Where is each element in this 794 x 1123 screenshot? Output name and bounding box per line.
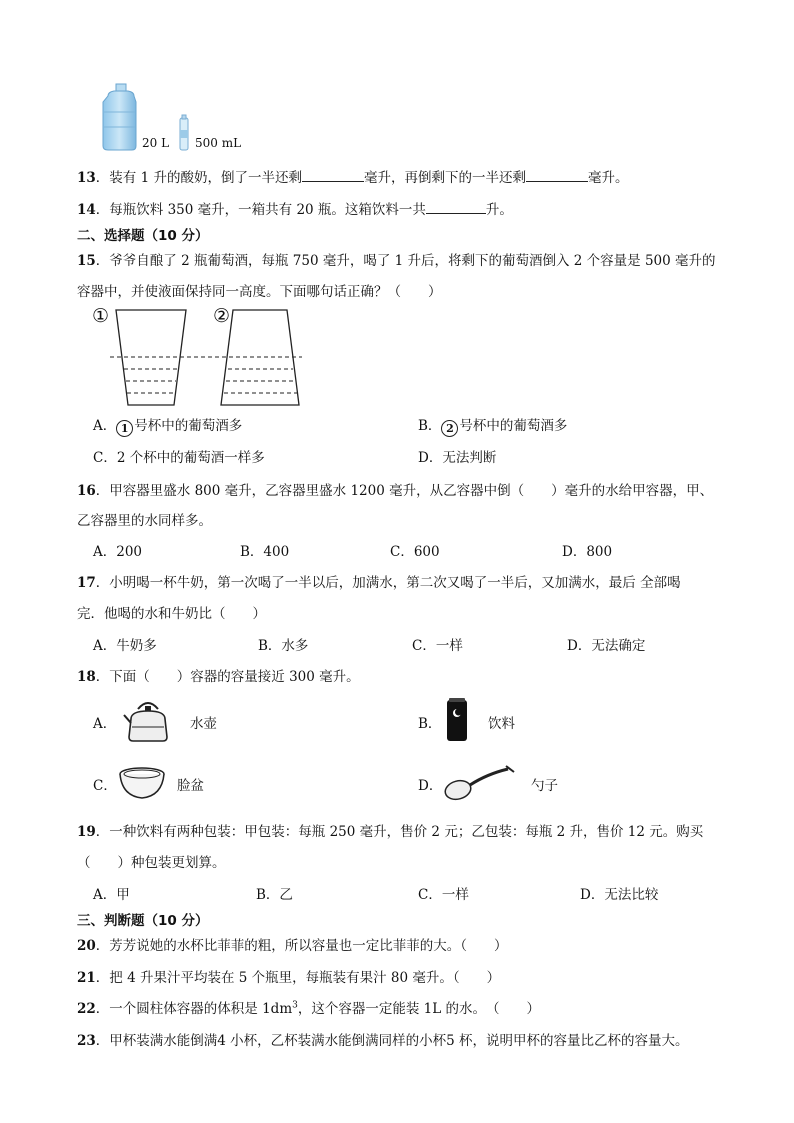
q19-option-b[interactable]: B．乙 — [256, 887, 293, 903]
question-23: 23．甲杯装满水能倒满4 小杯，乙杯装满水能倒满同样的小杯5 杯，说明甲杯的容量比乙杯的容量大。 — [77, 1033, 689, 1049]
question-20: 20．芳芳说她的水杯比菲菲的粗，所以容量也一定比菲菲的大。（ ） — [77, 938, 508, 954]
kettle-icon — [123, 697, 173, 745]
question-13: 13．装有 1 升的酸奶，倒了一半还剩 毫升，再倒剩下的一半还剩 毫升。 — [77, 170, 629, 186]
question-19-line2: （ ）种包装更划算。 — [77, 855, 226, 871]
question-22: 22．一个圆柱体容器的体积是 $1dm^3$，这个容器一定能装 1L 的水。 （ ） — [77, 1000, 540, 1017]
question-16-line1: 16．甲容器里盛水 800 毫升，乙容器里盛水 1200 毫升，从乙容器中倒（ ）毫升的水给甲容器，甲、 — [77, 483, 714, 499]
question-18: 18．下面（ ）容器的容量接近 300 毫升。 — [77, 669, 360, 685]
question-17-line2: 完．他喝的水和牛奶比（ ） — [77, 606, 266, 622]
q16-option-a[interactable]: A．200 — [93, 544, 143, 560]
cup-mark-2: ② — [213, 305, 231, 327]
question-16-line2: 乙容器里的水同样多。 — [77, 513, 212, 529]
q17-option-a[interactable]: A．牛奶多 — [93, 638, 157, 654]
question-15-line1: 15．爷爷自酿了 2 瓶葡萄酒，每瓶 750 毫升，喝了 1 升后，将剩下的葡萄酒倒入 2 个容量是 500 毫升的 — [77, 253, 716, 269]
q19-option-d[interactable]: D．无法比较 — [580, 887, 659, 903]
basin-icon — [117, 764, 167, 802]
q15-option-b[interactable]: B． 2 号杯中的葡萄酒多 — [418, 418, 568, 435]
section-heading-choice: 二、选择题（10 分） — [77, 228, 209, 244]
q15-option-d[interactable]: D．无法判断 — [418, 450, 497, 466]
question-21: 21．把 4 升果汁平均装在 5 个瓶里，每瓶装有果汁 80 毫升。（ ） — [77, 970, 501, 986]
answer-blank[interactable] — [526, 169, 588, 182]
answer-blank[interactable] — [426, 201, 486, 214]
section-heading-judge: 三、判断题（10 分） — [77, 913, 209, 929]
circled-number: 2 — [441, 420, 458, 437]
question-19-line1: 19．一种饮料有两种包装：甲包装：每瓶 250 毫升，售价 2 元；乙包装：每瓶 2 升，售价 12 元。购买 — [77, 824, 704, 840]
bottles-image — [100, 82, 250, 152]
cup-mark-1: ① — [92, 305, 110, 327]
q18-option-c[interactable]: C． 脸盆 — [93, 760, 273, 806]
q15-option-a[interactable]: A． 1 号杯中的葡萄酒多 — [93, 418, 243, 435]
q17-option-c[interactable]: C．一样 — [412, 638, 463, 654]
answer-blank[interactable] — [302, 169, 364, 182]
cups-diagram — [92, 305, 307, 410]
q19-option-a[interactable]: A．甲 — [93, 887, 130, 903]
q19-option-c[interactable]: C．一样 — [418, 887, 469, 903]
bottle-big-label: 20 L — [142, 136, 170, 150]
cups-image — [92, 305, 307, 410]
q18-option-b[interactable]: B． 饮料 — [418, 695, 598, 747]
question-14: 14．每瓶饮料 350 毫升，一箱共有 20 瓶。这箱饮料一共 升。 — [77, 202, 513, 218]
q16-option-d[interactable]: D．800 — [562, 544, 613, 560]
bottle-small-label: 500 mL — [195, 136, 242, 150]
q18-option-d[interactable]: D． 勺子 — [418, 760, 598, 806]
q18-option-a[interactable]: A． 水壶 — [93, 695, 273, 747]
question-15-line2: 容器中，并使液面保持同一高度。下面哪句话正确？（ ） — [77, 284, 442, 300]
drink-can-icon — [445, 697, 469, 743]
q17-option-b[interactable]: B．水多 — [258, 638, 309, 654]
question-17-line1: 17．小明喝一杯牛奶，第一次喝了一半以后，加满水，第二次又喝了一半后，又加满水，最后 全部喝 — [77, 575, 681, 591]
q16-option-b[interactable]: B．400 — [240, 544, 290, 560]
circled-number: 1 — [116, 420, 133, 437]
q17-option-d[interactable]: D．无法确定 — [567, 638, 646, 654]
q15-option-c[interactable]: C．2 个杯中的葡萄酒一样多 — [93, 450, 265, 466]
q16-option-c[interactable]: C．600 — [390, 544, 440, 560]
spoon-icon — [442, 760, 518, 806]
